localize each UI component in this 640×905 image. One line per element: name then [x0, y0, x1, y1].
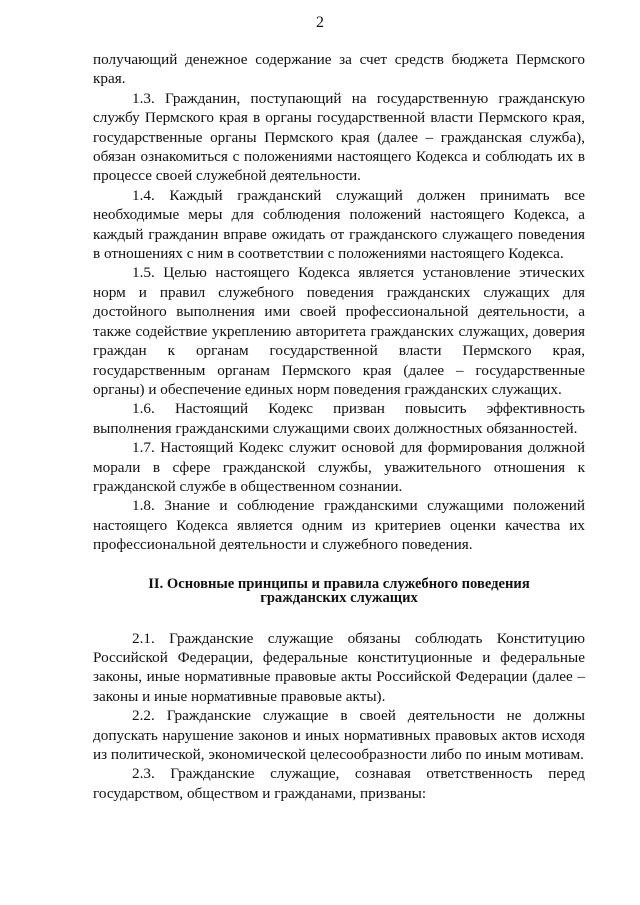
- paragraph-2-3: 2.3. Гражданские служащие, сознавая ответственность перед государством, обществом и гражданами, призваны:: [93, 765, 585, 802]
- paragraph-1-8: 1.8. Знание и соблюдение гражданскими служащими положений настоящего Кодекса является одним из критериев оценки качества их профессиональной деятельности и служебного поведения.: [93, 497, 585, 554]
- section-heading-line-1: II. Основные принципы и правила служебного поведения: [148, 575, 530, 592]
- paragraph-2-1: 2.1. Гражданские служащие обязаны соблюдать Конституцию Российской Федерации, федеральные конституционные и федеральные законы, иные нормативные правовые акты Российской Федерации (далее – законы и иные нормативные правовые акты).: [93, 629, 585, 705]
- document-body: [93, 50, 585, 803]
- section-heading: [93, 577, 585, 605]
- paragraph-2-2: 2.2. Гражданские служащие в своей деятельности не должны допускать нарушение законов и иных нормативных правовых актов исходя из политической, экономической целесообразности либо по иным мотивам.: [93, 707, 585, 763]
- page-number: 2: [316, 14, 324, 31]
- paragraph-1-3: 1.3. Гражданин, поступающий на государственную гражданскую службу Пермского края в органы государственной власти Пермского края, государственные органы Пермского края (далее – гражданская служба), обязан ознакомиться с положениями настоящего Кодекса и соблюдать их в процессе своей служебной деятельности.: [93, 89, 585, 185]
- section-heading-line-2: гражданских служащих: [260, 589, 418, 606]
- paragraph-1-5: 1.5. Целью настоящего Кодекса является установление этических норм и правил служебного поведения гражданских служащих для достойного выполнения ими своей профессиональной деятельности, а также содействие укреплению авторитета гражданских служащих, доверия граждан к органам государственной власти Пермского края, государственным органам Пермского края (далее – государственные органы) и обеспечение единых норм поведения гражданских служащих.: [93, 264, 585, 398]
- paragraph-continuation: получающий денежное содержание за счет средств бюджета Пермского края.: [93, 51, 585, 88]
- paragraph-1-6: 1.6. Настоящий Кодекс призван повысить эффективность выполнения гражданскими служащими своих должностных обязанностей.: [93, 400, 585, 437]
- paragraph-1-4: 1.4. Каждый гражданский служащий должен принимать все необходимые меры для соблюдения положений настоящего Кодекса, а каждый гражданин вправе ожидать от гражданского служащего поведения в отношениях с ним в соответствии с положениями настоящего Кодекса.: [93, 186, 585, 263]
- paragraph-1-7: 1.7. Настоящий Кодекс служит основой для формирования должной морали в сфере гражданской службы, уважительного отношения к гражданской службе в общественном сознании.: [93, 439, 585, 495]
